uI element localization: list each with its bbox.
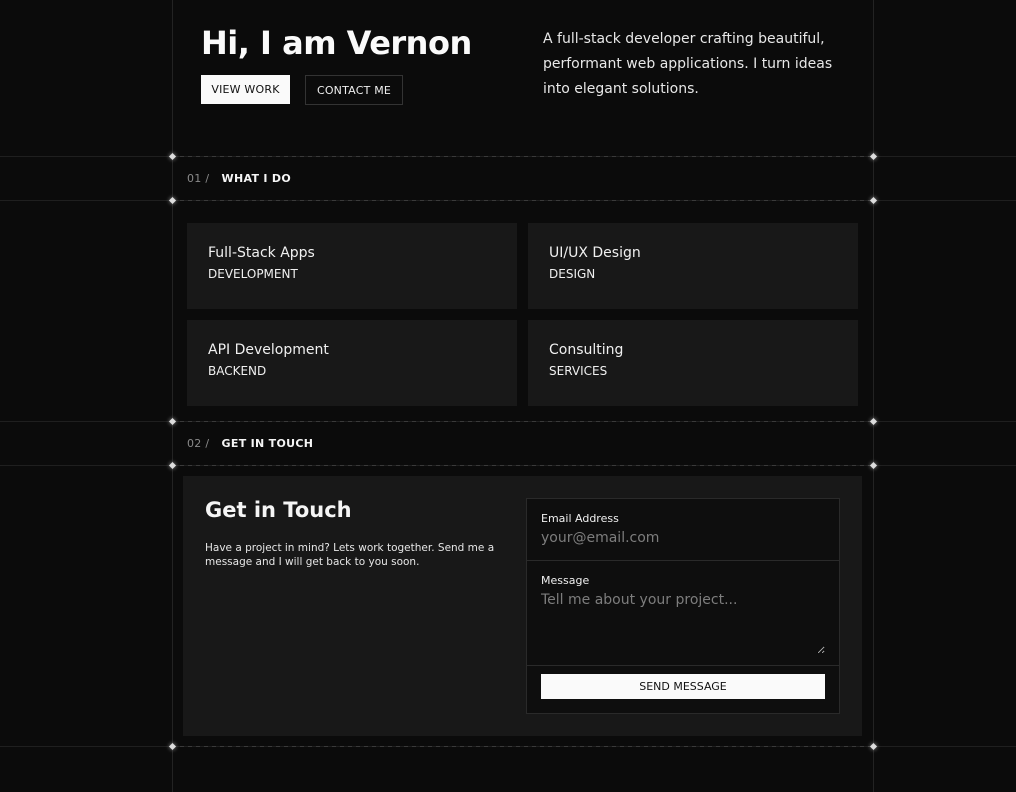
dashed-divider [172,200,873,201]
corner-marker [870,197,877,204]
corner-marker [169,462,176,469]
service-card-api [187,320,517,406]
section-number: 02 / [187,437,210,450]
contact-title: Get in Touch [205,498,352,522]
corner-marker [169,418,176,425]
dashed-divider [172,421,873,422]
email-field-group [527,499,839,561]
section-label-get-in-touch [187,437,313,450]
grid-line-left [172,0,173,792]
corner-marker [870,418,877,425]
message-label: Message [541,574,590,587]
hero-description: A full-stack developer crafting beautiful, performant web applications. I turn ideas into elegant solutions. [543,31,833,97]
dashed-divider [172,156,873,157]
contact-panel [183,476,862,736]
section-label-what-i-do [187,172,291,185]
corner-marker [169,197,176,204]
service-tag: SERVICES [549,364,608,378]
dashed-divider [172,746,873,747]
service-tag: DEVELOPMENT [208,267,298,281]
service-card-full-stack [187,223,517,309]
send-message-button[interactable]: SEND MESSAGE [541,674,825,699]
dashed-divider [172,465,873,466]
service-title: Full-Stack Apps [208,245,315,261]
service-title: API Development [208,342,329,358]
contact-description: Have a project in mind? Lets work together. Send me a message and I will get back to you soon. [205,542,495,568]
corner-marker [870,743,877,750]
section-name: WHAT I DO [221,172,291,185]
corner-marker [870,153,877,160]
grid-line-right [873,0,874,792]
email-input[interactable] [541,530,825,546]
corner-marker [169,153,176,160]
section-name: GET IN TOUCH [221,437,314,450]
service-tag: BACKEND [208,364,267,378]
corner-marker [870,462,877,469]
service-card-consulting [528,320,858,406]
message-textarea[interactable] [541,592,825,654]
contact-me-button[interactable]: CONTACT ME [305,75,403,105]
corner-marker [169,743,176,750]
service-title: UI/UX Design [549,245,641,261]
service-title: Consulting [549,342,624,358]
email-label: Email Address [541,512,619,525]
section-number: 01 / [187,172,210,185]
view-work-button[interactable]: VIEW WORK [201,75,290,104]
hero-title: Hi, I am Vernon [201,24,472,62]
service-card-ui-ux [528,223,858,309]
service-tag: DESIGN [549,267,596,281]
contact-form [526,498,840,714]
message-field-group [527,561,839,666]
